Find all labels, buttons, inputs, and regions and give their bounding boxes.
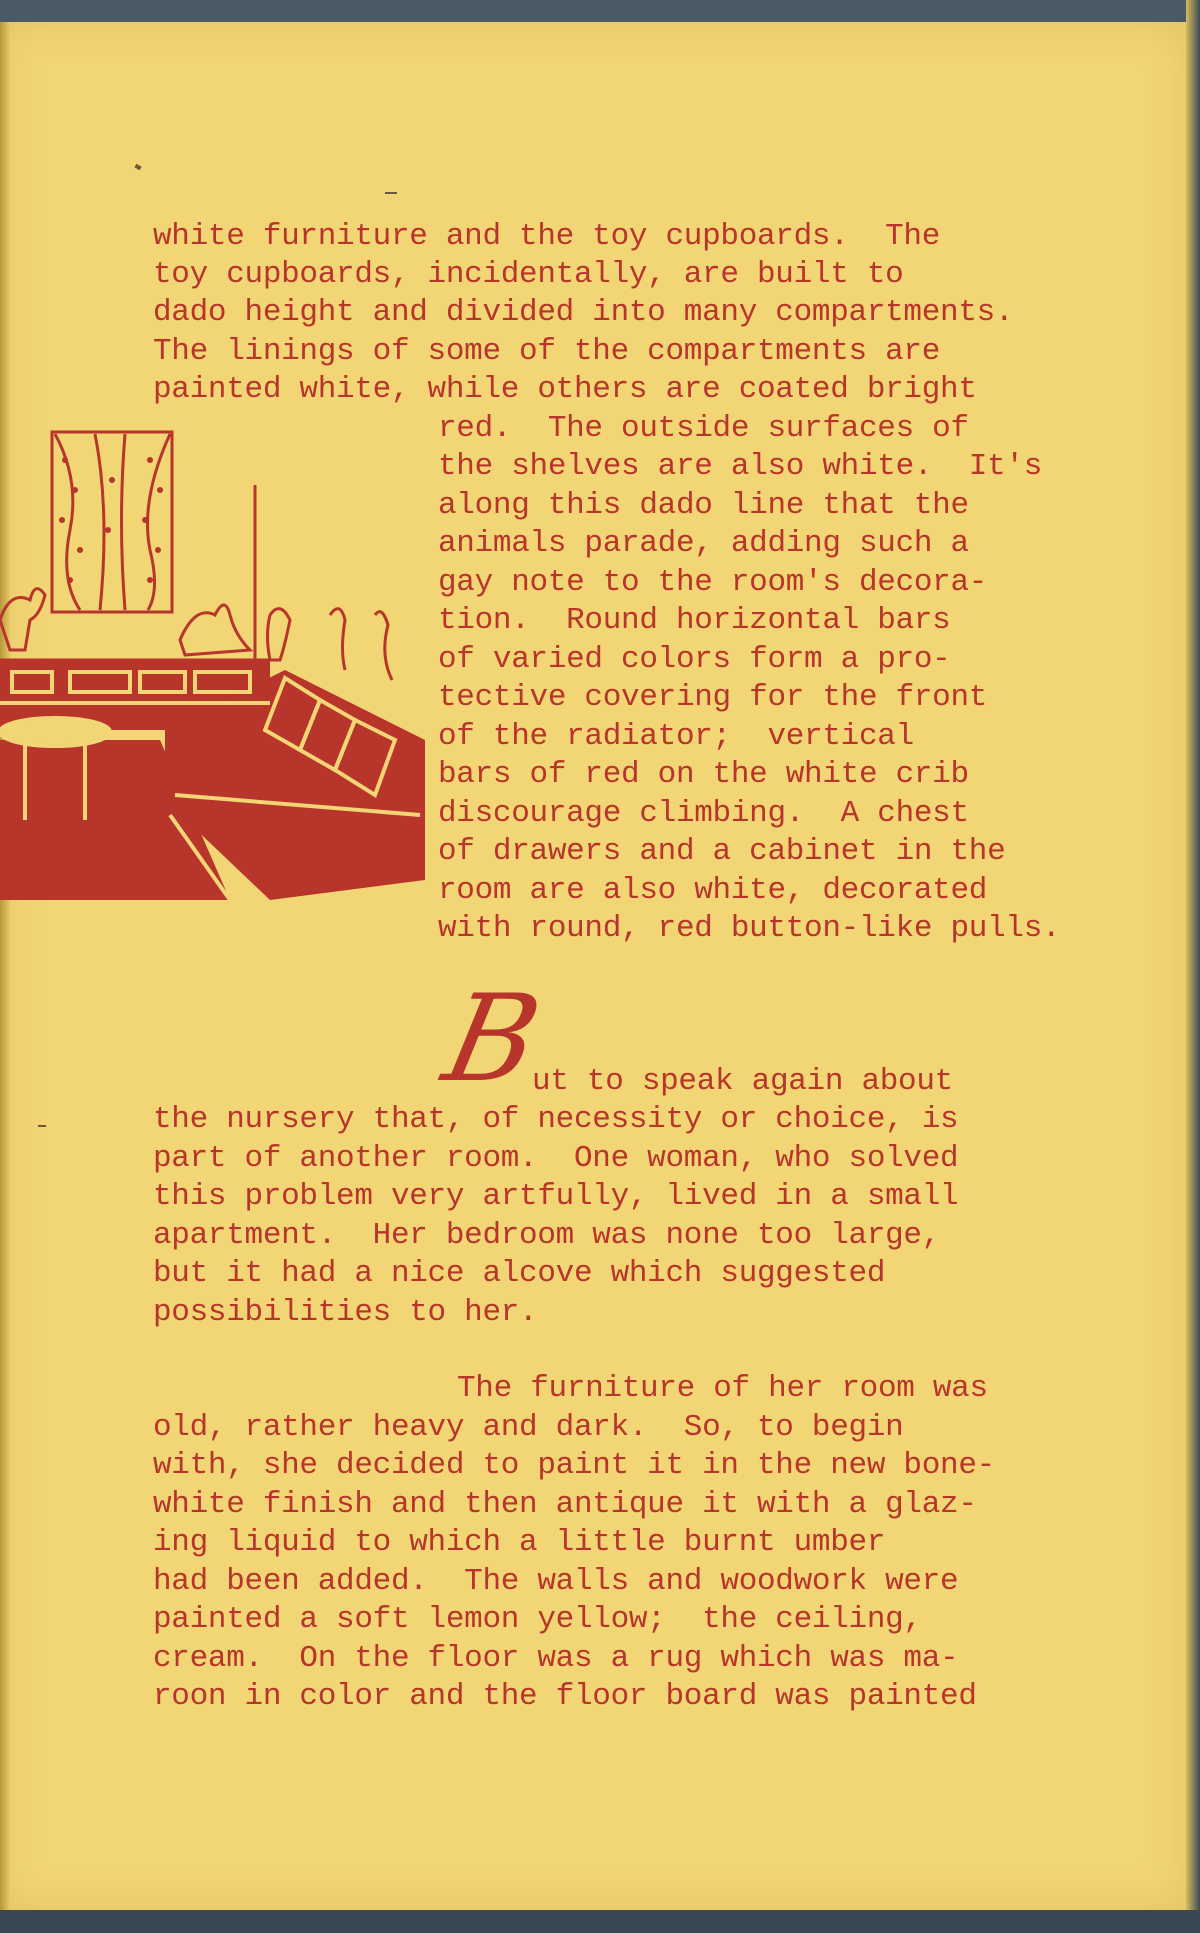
book-cover-top — [0, 0, 1200, 22]
text-line: The linings of some of the compartments are — [153, 334, 941, 369]
book-cover-bottom — [0, 1910, 1200, 1933]
ink-speck — [38, 1125, 46, 1127]
text-line: painted a soft lemon yellow; the ceiling, — [153, 1602, 922, 1637]
text-line: bars of red on the white crib — [438, 757, 969, 792]
text-line: white furniture and the toy cupboards. The — [153, 219, 941, 254]
page-edge — [1186, 0, 1200, 1933]
text-line: ut to speak again about — [532, 1064, 953, 1099]
text-line: of drawers and a cabinet in the — [438, 834, 1006, 869]
text-line: this problem very artfully, lived in a small — [153, 1179, 959, 1214]
text-line: tion. Round horizontal bars — [438, 603, 951, 638]
text-line: with round, red button-like pulls. — [438, 911, 1061, 946]
text-line: discourage climbing. A chest — [438, 796, 969, 831]
text-line: ing liquid to which a little burnt umber — [153, 1525, 886, 1560]
text-line: part of another room. One woman, who solved — [153, 1141, 959, 1176]
text-line: painted white, while others are coated bright — [153, 372, 977, 407]
text-line: animals parade, adding such a — [438, 526, 969, 561]
text-line: the shelves are also white. It's — [438, 449, 1043, 484]
text-line: apartment. Her bedroom was none too large, — [153, 1218, 941, 1253]
text-line: with, she decided to paint it in the new bone- — [153, 1448, 995, 1483]
text-line: the nursery that, of necessity or choice, is — [153, 1102, 959, 1137]
text-line: gay note to the room's decora- — [438, 565, 988, 600]
text-line: dado height and divided into many compartments. — [153, 295, 1014, 330]
text-line: roon in color and the floor board was painted — [153, 1679, 977, 1714]
text-line: cream. On the floor was a rug which was ma- — [153, 1641, 959, 1676]
ink-speck — [385, 192, 397, 194]
page-binding — [0, 22, 10, 1910]
text-line: red. The outside surfaces of — [438, 411, 969, 446]
drop-cap: B — [433, 970, 552, 1109]
text-line: toy cupboards, incidentally, are built to — [153, 257, 904, 292]
elephant-figure — [0, 589, 45, 650]
giraffe-figure — [268, 609, 291, 660]
text-line: had been added. The walls and woodwork were — [153, 1564, 959, 1599]
text-line: along this dado line that the — [438, 488, 969, 523]
text-line: old, rather heavy and dark. So, to begin — [153, 1410, 904, 1445]
text-line: but it had a nice alcove which suggested — [153, 1256, 886, 1291]
nursery-room-illustration — [0, 420, 440, 905]
text-line: of varied colors form a pro- — [438, 642, 951, 677]
rabbit-figure — [180, 605, 250, 655]
text-line: of the radiator; vertical — [438, 719, 914, 754]
text-line: room are also white, decorated — [438, 873, 988, 908]
text-line: tective covering for the front — [438, 680, 988, 715]
text-line: white finish and then antique it with a glaz- — [153, 1487, 977, 1522]
text-line: possibilities to her. — [153, 1295, 538, 1330]
text-line: The furniture of her room was — [457, 1371, 988, 1406]
